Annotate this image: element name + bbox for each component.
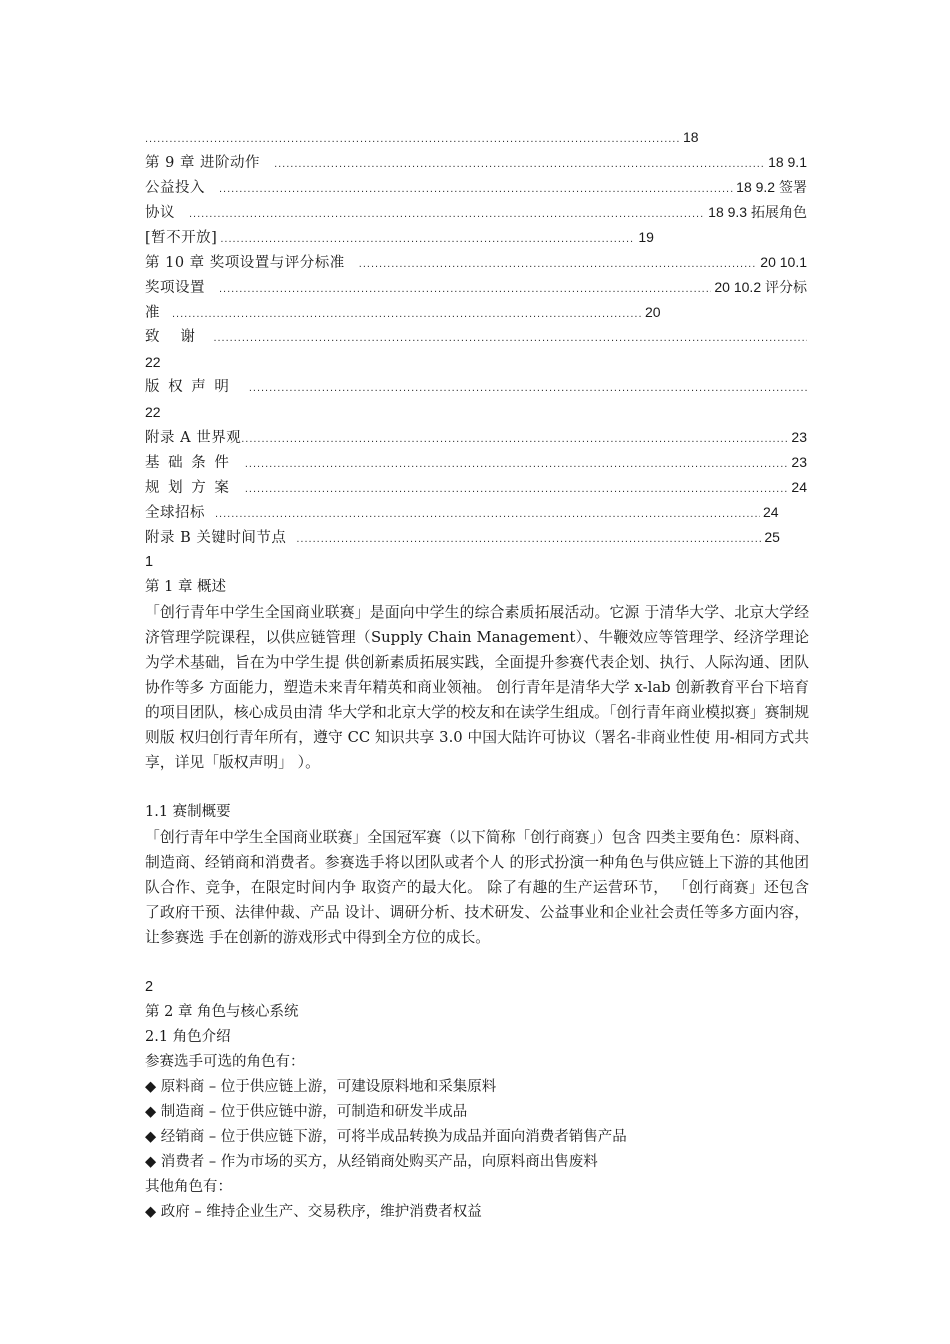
toc-leader-dots xyxy=(189,202,705,225)
role-list-item: ◆ 经销商 – 位于供应链下游，可将半成品转换为成品并面向消费者销售产品 xyxy=(145,1129,627,1145)
toc-page-number: 25 xyxy=(764,529,780,545)
toc-label: 准 xyxy=(145,305,160,321)
role-list-item: ◆ 政府 – 维持企业生产、交易秩序，维护消费者权益 xyxy=(145,1204,482,1220)
toc-leader-dots xyxy=(172,302,642,325)
toc-page-number: 23 xyxy=(791,454,807,470)
toc-label: 奖项设置 xyxy=(145,280,205,296)
toc-label: 基 础 条 件 xyxy=(145,455,231,471)
toc-entry[interactable] xyxy=(145,275,807,300)
toc-leader-dots xyxy=(145,127,680,150)
toc-entry[interactable] xyxy=(145,200,807,225)
toc-label: 第 10 章 奖项设置与评分标准 xyxy=(145,255,345,271)
toc-leader-dots xyxy=(245,452,789,475)
toc-page-number: 18 9.2 签署 xyxy=(736,179,807,195)
toc-label: 致 谢 xyxy=(145,329,196,345)
toc-entry[interactable] xyxy=(145,300,807,325)
toc-page-number: 18 9.3 拓展角色 xyxy=(708,204,807,220)
toc-label: 规 划 方 案 xyxy=(145,480,231,496)
page-marker: 2 xyxy=(145,979,154,995)
section-title: 2.1 角色介绍 xyxy=(145,1029,231,1045)
role-list-item: ◆ 制造商 – 位于供应链中游，可制造和研发半成品 xyxy=(145,1104,468,1120)
toc-label: 附录 A 世界观 xyxy=(145,430,242,446)
toc-page-number: 22 xyxy=(145,404,161,420)
role-list-item: ◆ 消费者 – 作为市场的买方，从经销商处购买产品，向原料商出售废料 xyxy=(145,1154,598,1170)
other-roles-intro: 其他角色有： xyxy=(145,1179,232,1195)
toc-entry[interactable] xyxy=(145,375,807,400)
toc-label: 公益投入 xyxy=(145,180,205,196)
toc-page-number: 19 xyxy=(638,229,654,245)
role-list-item: ◆ 原料商 – 位于供应链上游，可建设原料地和采集原料 xyxy=(145,1079,497,1095)
toc-leader-dots xyxy=(241,427,788,450)
roles-intro: 参赛选手可选的角色有： xyxy=(145,1054,305,1070)
toc-entry[interactable] xyxy=(145,150,807,175)
toc-entry[interactable] xyxy=(145,450,807,475)
toc-leader-dots xyxy=(359,252,758,275)
toc-entry[interactable] xyxy=(145,325,807,350)
chapter-intro-paragraph: 「创行青年中学生全国商业联赛」是面向中学生的综合素质拓展活动。它源 于清华大学、北京大学经济管理学院课程，以供应链管理（Supply Chain Management）、牛鞭效应等管理学、经济学理论为学术基础，旨在为中学生提 供创新素质拓展实践，全面提升参赛代表企划、执行、人际沟通、团队协作等多 方面能力，塑造未来青年精英和商业领袖。 创行青年是清华大学 x-lab 创新教育平台下培育的项目团队，核心成员由清 华大学和北京大学的校友和在读学生组成。「创行青年商业模拟赛」赛制规则版 权归创行青年所有，遵守 CC 知识共享 3.0 中国大陆许可协议（署名-非商业性使 用-相同方式共享，详见「版权声明」 ）。 xyxy=(145,604,809,771)
toc-leader-dots xyxy=(296,527,761,550)
toc-leader-dots xyxy=(215,502,760,525)
toc-page-number: 20 xyxy=(645,304,661,320)
toc-page-number: 23 xyxy=(791,429,807,445)
toc-leader-dots xyxy=(220,227,635,250)
toc-leader-dots xyxy=(219,277,711,300)
page-marker: 1 xyxy=(145,554,154,570)
toc-leader-dots xyxy=(245,477,789,500)
toc-entry[interactable] xyxy=(145,175,807,200)
toc-leader-dots xyxy=(274,152,765,175)
toc-page-number: 24 xyxy=(791,479,807,495)
toc-leader-dots xyxy=(213,326,807,350)
toc-label: 全球招标 xyxy=(145,505,205,521)
toc-entry[interactable] xyxy=(145,425,807,450)
toc-page-number: 20 10.2 评分标 xyxy=(714,279,807,295)
toc-entry[interactable] xyxy=(145,125,807,150)
toc-leader-dots xyxy=(249,376,807,400)
toc-entry[interactable] xyxy=(145,225,807,250)
toc-label: 第 9 章 进阶动作 xyxy=(145,155,261,171)
toc-label: 版 权 声 明 xyxy=(145,379,231,395)
toc-page-number: 22 xyxy=(145,354,161,370)
toc-label: [暂不开放] xyxy=(145,230,218,246)
chapter-title: 第 2 章 角色与核心系统 xyxy=(145,1004,299,1020)
toc-page-number: 18 9.1 xyxy=(768,154,807,170)
toc-label: 协议 xyxy=(145,205,175,221)
toc-label: 附录 B 关键时间节点 xyxy=(145,530,287,546)
toc-page-number: 24 xyxy=(763,504,779,520)
section-title: 1.1 赛制概要 xyxy=(145,804,231,820)
toc-entry[interactable] xyxy=(145,250,807,275)
toc-leader-dots xyxy=(219,177,733,200)
toc-page-number: 20 10.1 xyxy=(760,254,807,270)
toc-entry[interactable] xyxy=(145,475,807,500)
chapter-title: 第 1 章 概述 xyxy=(145,579,227,595)
section-paragraph: 「创行青年中学生全国商业联赛」全国冠军赛（以下简称「创行商赛」）包含 四类主要角色：原料商、制造商、经销商和消费者。参赛选手将以团队或者个人 的形式扮演一种角色与供应链上下游的其他团队合作、竞争，在限定时间内争 取资产的最大化。 除了有趣的生产运营环节， 「创行商赛」还包含了政府干预、法律仲裁、产品 设计、调研分析、技术研发、公益事业和企业社会责任等多方面内容，让参赛选 手在创新的游戏形式中得到全方位的成长。 xyxy=(145,829,809,946)
toc-entry[interactable] xyxy=(145,525,807,550)
toc-entry[interactable] xyxy=(145,500,807,525)
toc-page-number: 18 xyxy=(683,129,699,145)
